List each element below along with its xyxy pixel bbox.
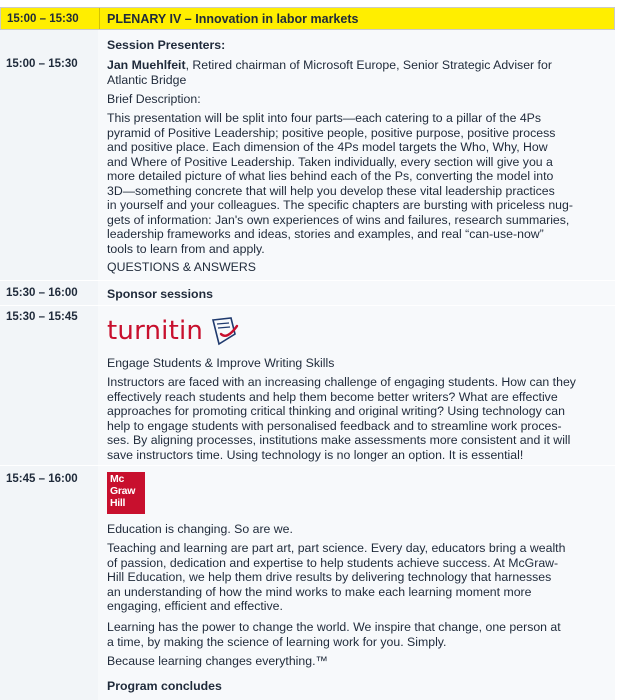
mcgraw-tagline: Education is changing. So are we. [107, 522, 293, 536]
mcgraw-hill-logo [107, 472, 145, 514]
turnitin-logo [107, 314, 241, 350]
description-line: ses. By aligning processes, institutions make assessments more consistent and it will [107, 433, 571, 447]
sponsor-time: 15:30 – 16:00 [6, 287, 78, 299]
description-line: Learning has the power to change the world. We inspire that change, one person at [107, 620, 561, 634]
brief-description-label: Brief Description: [107, 92, 201, 106]
logo-line: Mc [110, 473, 124, 485]
turnitin-logo-text: turnitin [107, 316, 204, 346]
header-title: PLENARY IV – Innovation in labor markets [107, 12, 359, 26]
turnitin-description [107, 375, 609, 462]
row-divider [0, 280, 615, 281]
description-line: an understanding of how the mind works to make each learning moment more [107, 584, 532, 599]
description-line: leadership frameworks and ideas, stories and examples, and real “can-use-now” [107, 227, 544, 241]
session-presenters-label: Session Presenters: [107, 38, 226, 52]
description-line: help to engage students with personalised feedback and to streamline work proces- [107, 418, 562, 433]
description-line: Teaching and learning are part art, part science. Every day, educators bring a wealth [107, 541, 566, 555]
turnitin-paper-icon [207, 316, 241, 348]
mcgraw-paragraph-2 [107, 620, 609, 649]
description-line: approaches for promoting critical thinking and original writing? Using technology can [107, 404, 565, 418]
description-line: of passion, dedication and expertise to help students achieve success. At McGraw- [107, 555, 559, 570]
description-line: engaging, efficient and effective. [107, 599, 283, 613]
description-line: Instructors are faced with an increasing challenge of engaging students. How can they [107, 375, 576, 389]
description-line: and positive place. Each dimension of the 4Ps model targets the Who, Why, How [107, 140, 548, 154]
description-line: more detailed picture of what lies behind each of the Ps, converting the model into [107, 169, 554, 183]
header-time: 15:00 – 15:30 [7, 13, 79, 25]
description-line: save instructors time. Using technology is no longer an option. It is essential! [107, 447, 524, 462]
questions-answers: QUESTIONS & ANSWERS [107, 260, 256, 274]
mcgraw-time: 15:45 – 16:00 [6, 473, 78, 485]
presenter-role-1: , Retired chairman of Microsoft Europe, Senior Strategic Adviser for [185, 58, 552, 72]
session1-time: 15:00 – 15:30 [6, 58, 78, 70]
row-divider [0, 305, 615, 306]
turnitin-time: 15:30 – 15:45 [6, 311, 78, 323]
plenary-header [0, 7, 615, 30]
presenter-role-2: Atlantic Bridge [107, 72, 187, 87]
description-line: a time, by making the science of learning work for you. Simply. [107, 634, 447, 649]
turnitin-tagline: Engage Students & Improve Writing Skills [107, 356, 335, 370]
session1-description [107, 111, 609, 256]
description-line: and Where of Positive Leadership. Taken individually, every section will give you a [107, 154, 553, 169]
description-line: in yourself and your colleagues. The specific chapters are bursting with priceless nug- [107, 198, 573, 212]
logo-line: Hill [110, 497, 126, 509]
description-line: This presentation will be split into four parts—each catering to a pillar of the 4Ps [107, 111, 542, 125]
description-line: pyramid of Positive Leadership; positive people, positive purpose, positive process [107, 125, 556, 140]
description-line: tools to learn from and apply. [107, 241, 265, 256]
description-line: Hill Education, we help them drive results by delivering technology that harnesses [107, 570, 552, 584]
description-line: effectively reach students and help them become better writers? What are effective [107, 389, 558, 404]
program-concludes: Program concludes [107, 679, 222, 693]
logo-line: Graw [110, 485, 136, 497]
description-line: 3D—something concrete that will help you develop these vital leadership practices [107, 183, 555, 198]
presenter-block [107, 58, 609, 87]
mcgraw-closing: Because learning changes everything.™ [107, 654, 328, 668]
sponsor-title: Sponsor sessions [107, 287, 213, 301]
row-divider [0, 465, 615, 466]
presenter-name: Jan Muehlfeit [107, 58, 186, 72]
description-line: gets of information: Jan's own experiences of wins and failures, research summaries, [107, 212, 570, 227]
mcgraw-paragraph-1 [107, 541, 609, 614]
header-divider [99, 8, 100, 29]
